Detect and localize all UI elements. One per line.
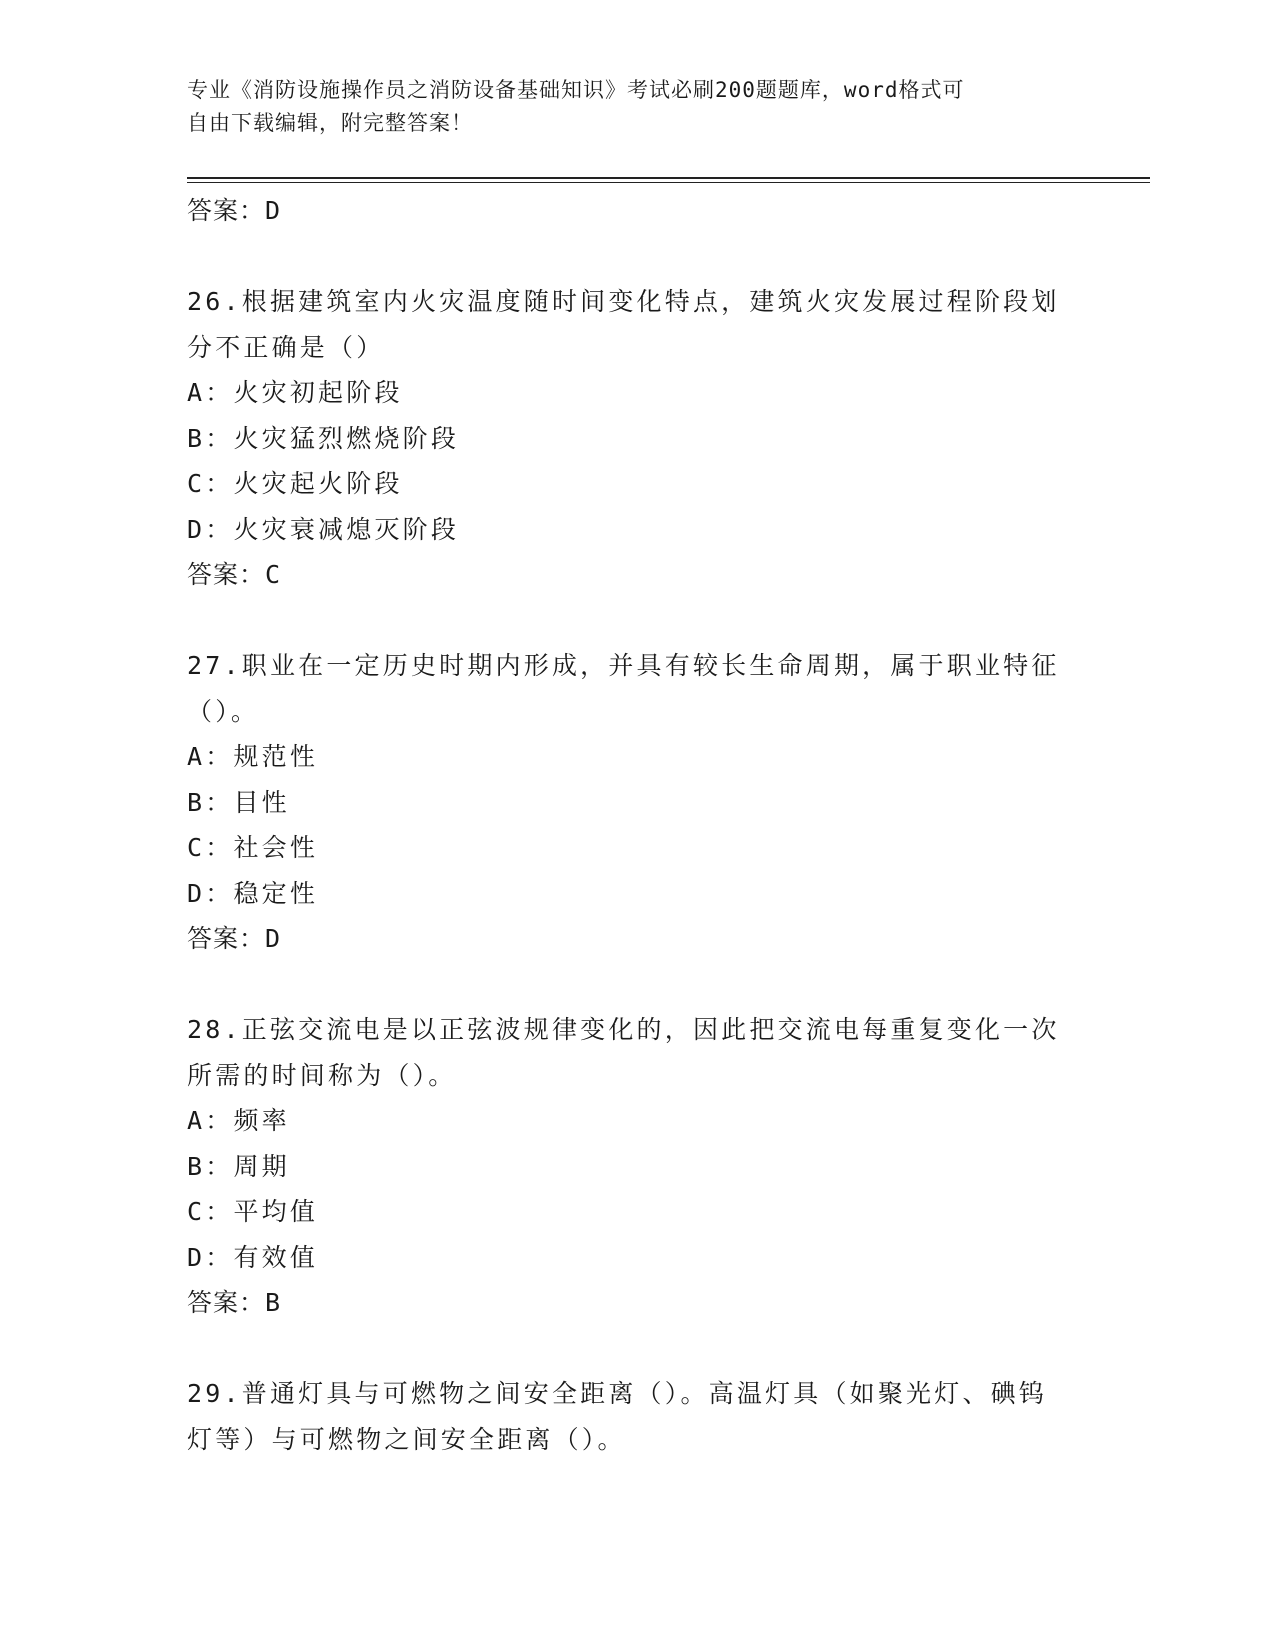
question-29-stem-line-2: 灯等）与可燃物之间安全距离（）。 [187,1424,626,1454]
question-28-option-a: A：频率 [187,1106,290,1135]
question-28-option-c: C：平均值 [187,1197,319,1226]
question-26-stem-line-1: 26.根据建筑室内火灾温度随时间变化特点，建筑火灾发展过程阶段划 [187,287,1060,316]
question-27-answer: 答案：D [187,924,282,953]
question-26 [187,279,1087,598]
spacer [187,1326,1087,1372]
header-divider-thick [187,177,1150,179]
question-28-stem-line-1: 28.正弦交流电是以正弦波规律变化的，因此把交流电每重复变化一次 [187,1015,1060,1044]
question-27-option-a: A：规范性 [187,742,319,771]
spacer [187,598,1087,644]
question-26-option-c: C：火灾起火阶段 [187,469,403,498]
question-28-answer: 答案：B [187,1288,282,1317]
question-28-option-b: B：周期 [187,1151,290,1181]
question-29-stem-line-1: 29.普通灯具与可燃物之间安全距离（）。高温灯具（如聚光灯、碘钨 [187,1379,1048,1408]
question-26-option-a: A：火灾初起阶段 [187,378,403,407]
question-29 [187,1371,1087,1462]
header-line-2: 自由下载编辑，附完整答案！ [187,111,473,135]
question-27-stem-line-1: 27.职业在一定历史时期内形成，并具有较长生命周期，属于职业特征 [187,651,1060,680]
question-28-stem-line-2: 所需的时间称为（）。 [187,1060,457,1090]
spacer [187,234,1087,280]
question-26-option-b: B：火灾猛烈燃烧阶段 [187,423,460,453]
question-26-answer: 答案：C [187,560,282,589]
document-body [187,188,1087,1462]
question-27-option-c: C：社会性 [187,833,319,862]
header-line-1: 专业《消防设施操作员之消防设备基础知识》考试必刷200题题库，word格式可 [187,78,965,102]
question-28 [187,1007,1087,1326]
spacer [187,962,1087,1008]
question-27-option-b: B：目性 [187,787,290,817]
question-27-stem-line-2: （）。 [187,696,260,726]
answer-25: 答案：D [187,196,282,225]
question-27-option-d: D：稳定性 [187,878,319,908]
question-27 [187,643,1087,962]
header-divider-thin [187,182,1150,183]
question-28-option-d: D：有效值 [187,1242,319,1272]
question-26-stem-line-2: 分不正确是（） [187,332,385,362]
question-26-option-d: D：火灾衰减熄灭阶段 [187,514,460,544]
document-header [187,74,1067,140]
